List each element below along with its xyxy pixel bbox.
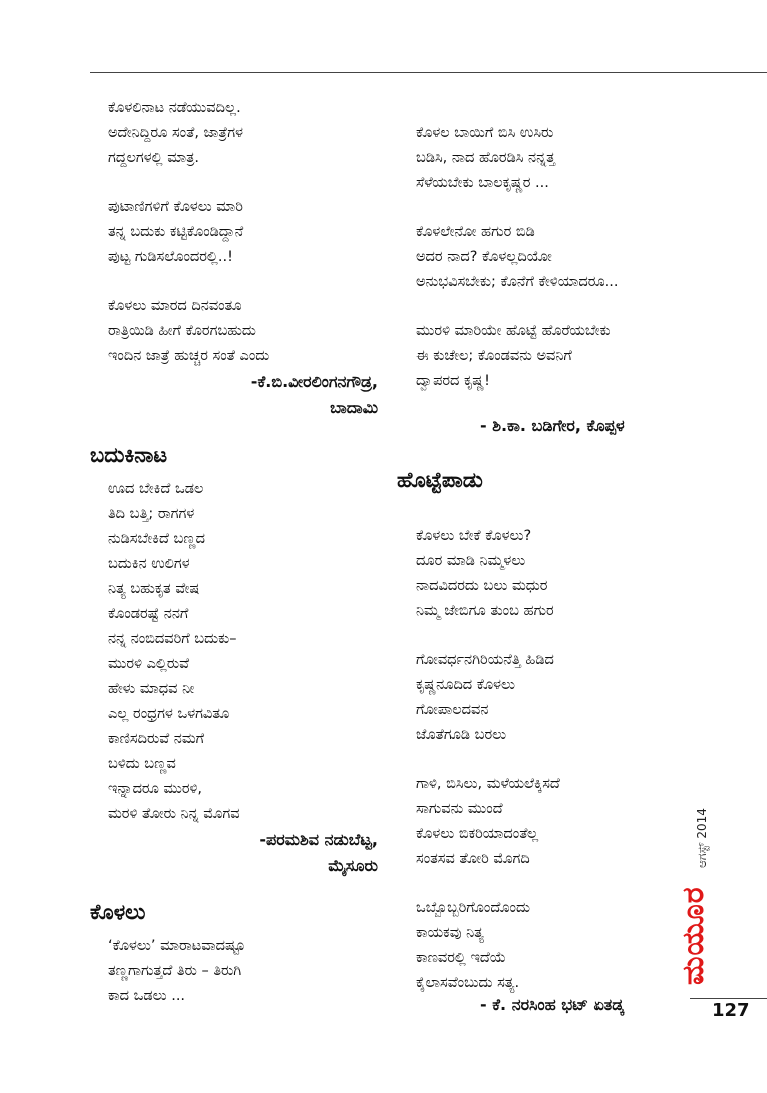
right-poem-1 <box>416 121 706 394</box>
poem-line: ‘ಕೊಳಲು’ ಮಾರಾಟವಾದಷ್ಟೂ <box>108 938 246 954</box>
right-poem-2 <box>416 524 706 996</box>
poem-line: ನುಡಿಸಬೇಕಿದೆ ಬಣ್ಣದ <box>108 531 206 547</box>
poem-line: ಬಳಿದು ಬಣ್ಣವ <box>108 756 176 772</box>
poem-line: ಪುಟ್ಟ ಗುಡಿಸಲೊಂದರಲ್ಲಿ..! <box>108 249 233 265</box>
poem-line: ಮುರಳಿ ಮಾರಿಯೇ ಹೊಟ್ಟೆ ಹೊರೆಯಬೇಕು <box>416 323 611 339</box>
poem-line: ನಾದವಿದರದು ಬಲು ಮಧುರ <box>416 578 548 594</box>
poem-line: ಕೊಳಲಿನಾಟ ನಡೆಯುವದಿಲ್ಲ. <box>108 100 241 116</box>
poem-line: ಬದುಕಿನ ಉಲಿಗಳ <box>108 556 190 572</box>
poem-line: ಗದ್ದಲಗಳಲ್ಲಿ ಮಾತ್ರ. <box>108 150 200 166</box>
poem-title: ಹೊಟ್ಟೆಪಾಡು <box>397 468 483 492</box>
left-poem-3 <box>108 934 378 1009</box>
poem-line: ಮುರಳಿ ಎಲ್ಲಿರುವೆ <box>108 656 190 672</box>
poem-line: ತಿದಿ ಬತ್ತಿ; ರಾಗಗಳ <box>108 506 195 522</box>
poem-line: ಇನ್ನಾದರೂ ಮುರಳಿ, <box>108 781 203 797</box>
poem-line: ತಣ್ಣಗಾಗುತ್ತದೆ ತಿರು – ತಿರುಗಿ <box>108 963 242 979</box>
poem-line: ನಿಮ್ಮ ಜೇಬಿಗೂ ತುಂಬ ಹಗುರ <box>416 603 554 619</box>
poem-author-place: ಮೈಸೂರು <box>328 856 378 875</box>
poem-line: ಬಡಿಸಿ, ನಾದ ಹೊರಡಿಸಿ ನನ್ನತ್ತ <box>416 150 556 166</box>
poem-line: ರಾತ್ರಿಯಿಡಿ ಹೀಗೆ ಕೊರಗಬಹುದು <box>108 323 256 339</box>
poem-line: ಮರಳಿ ತೋರು ನಿನ್ನ ಮೊಗವ <box>108 806 240 822</box>
footer-rule <box>690 998 767 999</box>
poem-line: ಕೊಂಡರಷ್ಟೆ ನನಗೆ <box>108 606 189 622</box>
poem-line: ಊದ ಬೇಕಿದೆ ಒಡಲ <box>108 481 204 497</box>
magazine-name: ಮಯೂರ <box>676 886 711 985</box>
poem-line: ಈ ಕುಚೇಲ; ಕೊಂಡವನು ಅವನಿಗೆ <box>416 348 572 364</box>
poem-line: ನಿತ್ಯ ಬಹುಕೃತ ವೇಷ <box>108 581 200 597</box>
poem-line: ಜೊತೆಗೂಡಿ ಬರಲು <box>416 727 507 743</box>
poem-line: ಗೋವರ್ಧನಗಿರಿಯನೆತ್ತಿ ಹಿಡಿದ <box>416 652 554 668</box>
poem-line: ಅದರ ನಾದ? ಕೊಳಲ್ಲದಿಯೋ <box>416 249 552 265</box>
poem-author-name: -ಪರಮಶಿವ ನಡುಬೆಟ್ಟ, <box>259 830 378 849</box>
poem-line: ದ್ವಾಪರದ ಕೃಷ್ಣ! <box>416 373 490 389</box>
poem-author: - ಶಿ.ಕಾ. ಬಡಿಗೇರ, ಕೊಪ್ಪಳ <box>480 416 625 435</box>
poem-line: ಕೃಷ್ಣನೂದಿದ ಕೊಳಲು <box>416 677 516 693</box>
poem-line: ತನ್ನ ಬದುಕು ಕಟ್ಟಿಕೊಂಡಿದ್ದಾನೆ <box>108 224 244 240</box>
poem-line: ಹೇಳು ಮಾಧವ ನೀ <box>108 681 195 697</box>
poem-line: ಕೊಳಲೇನೋ ಹಗುರ ಬಿಡಿ <box>416 224 535 240</box>
poem-line: ಸಂತಸವ ತೋರಿ ಮೊಗದಿ <box>416 851 530 867</box>
poem-line: ಕಾದ ಒಡಲು ... <box>108 988 186 1004</box>
poem-line: ಕೈಲಾಸವೆಂಬುದು ಸತ್ಯ. <box>416 975 520 991</box>
poem-line: ಅದೇನಿದ್ದಿರೂ ಸಂತೆ, ಜಾತ್ರೆಗಳ <box>108 125 244 141</box>
poem-line: ಕೊಳಲು ಬಿಕರಿಯಾದಂತೆಲ್ಲ <box>416 826 539 842</box>
poem-line: ಇಂದಿನ ಜಾತ್ರೆ ಹುಚ್ಚರ ಸಂತೆ ಎಂದು <box>108 348 270 364</box>
poem-line: ಸೆಳೆಯಬೇಕು ಬಾಲಕೃಷ್ಣರ ... <box>416 175 549 191</box>
left-poem-1 <box>108 96 378 421</box>
issue-date: ಆಗಸ್ಟ್ 2014 <box>695 808 709 868</box>
poem-line: ಕಾಯಕವು ನಿತ್ಯ <box>416 925 484 941</box>
left-poem-2 <box>108 477 378 879</box>
page-number: 127 <box>712 1000 750 1021</box>
poem-line: ಗೋಪಾಲದವನ <box>416 702 489 718</box>
poem-line: ಎಲ್ಲ ರಂಧ್ರಗಳ ಒಳಗವಿತೂ <box>108 706 230 722</box>
poem-title: ಬದುಕಿನಾಟ <box>90 443 168 467</box>
poem-title: ಕೊಳಲು <box>90 900 146 924</box>
poem-line: ಗಾಳಿ, ಬಿಸಿಲು, ಮಳೆಯಲೆಕ್ಕಿಸದೆ <box>416 776 560 792</box>
poem-line: ಕೊಳಲು ಮಾರದ ದಿನವಂತೂ <box>108 298 242 314</box>
poem-line: ಪುಟಾಣಿಗಳಿಗೆ ಕೊಳಲು ಮಾರಿ <box>108 199 243 215</box>
top-rule <box>90 72 767 73</box>
poem-author: - ಕೆ. ನರಸಿಂಹ ಭಟ್ ಏತಡ್ಕ <box>480 995 624 1014</box>
poem-line: ಸಾಗುವನು ಮುಂದೆ <box>416 801 503 817</box>
poem-line: ಕೊಳಲ ಬಾಯಿಗೆ ಬಿಸಿ ಉಸಿರು <box>416 125 554 141</box>
poem-line: ಅನುಭವಿಸಬೇಕು; ಕೊನೆಗೆ ಕೇಳಿಯಾದರೂ... <box>416 274 619 290</box>
poem-line: ಕಾಣವರಲ್ಲಿ ಇದೆಯೆ <box>416 950 506 966</box>
poem-line: ಕಾಣಿಸದಿರುವೆ ನಮಗೆ <box>108 731 205 747</box>
poem-author-name: -ಕೆ.ಬಿ.ವೀರಲಿಂಗನಗೌಡ್ರ, <box>250 372 378 391</box>
poem-line: ದೂರ ಮಾಡಿ ನಿಮ್ಮಳಲು <box>416 553 526 569</box>
poem-author-place: ಬಾದಾಮಿ <box>330 398 378 417</box>
poem-line: ನನ್ನ ನಂಬಿದವರಿಗೆ ಬದುಕು– <box>108 631 237 647</box>
poem-line: ಕೊಳಲು ಬೇಕೆ ಕೊಳಲು? <box>416 528 532 544</box>
poem-line: ಒಬ್ಬೊಬ್ಬರಿಗೊಂದೊಂದು <box>416 900 530 916</box>
